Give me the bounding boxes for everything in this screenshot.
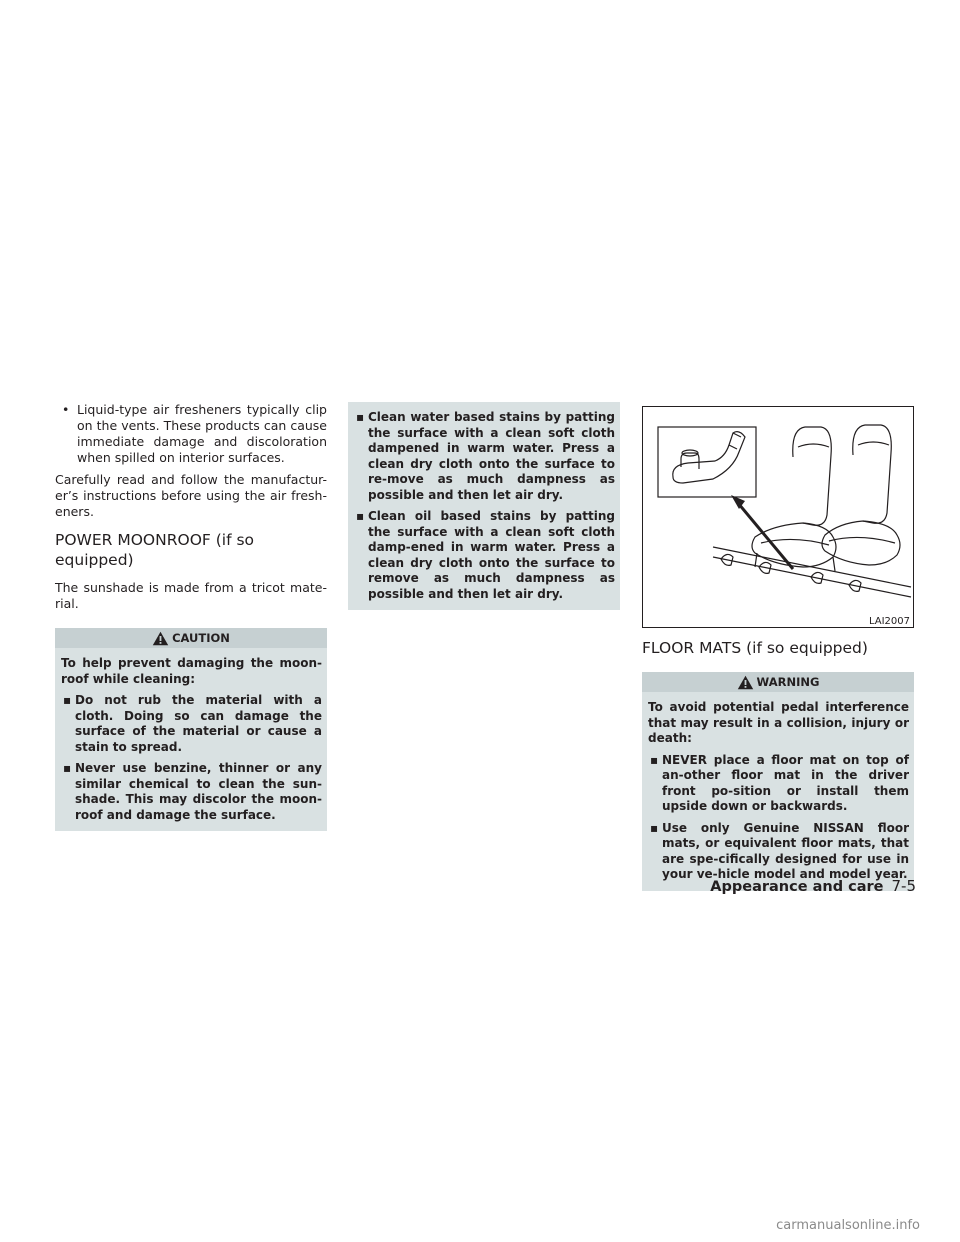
instructions-paragraph: Carefully read and follow the manufactur-er’s instructions before using the air fresh-eners. <box>55 472 327 519</box>
list-item <box>61 761 322 823</box>
column-left <box>55 402 327 831</box>
warning-label: WARNING <box>756 675 820 689</box>
caution-icon <box>152 631 169 646</box>
moonroof-heading-line2: equipped) <box>55 551 134 569</box>
stain-item-text: Clean water based stains by patting the surface with a clean soft cloth dampened in warm water. Press a clean dry cloth onto the surface to re-move as much dampness as possible and then let air dry. <box>368 410 615 502</box>
bullet-square-icon: ▪ <box>63 761 72 775</box>
warning-header <box>642 672 914 692</box>
section-title: Appearance and care <box>710 879 884 895</box>
caution-box <box>55 628 327 831</box>
caution-intro: To help prevent damaging the moon-roof while cleaning: <box>61 656 322 686</box>
caution-item-text: Never use benzine, thinner or any similar chemical to clean the sun-shade. This may discolor the moon-roof and damage the surface. <box>75 761 322 822</box>
caution-header <box>55 628 327 648</box>
caution-continued-box <box>348 402 620 610</box>
moonroof-heading <box>55 530 327 570</box>
bullet-square-icon: ▪ <box>650 820 659 835</box>
bullet-dot-icon: • <box>62 402 70 417</box>
list-item <box>354 410 615 503</box>
warning-item-text: Use only Genuine NISSAN floor mats, or equivalent floor mats, that are spe-cifically designed for use in your ve-hicle model and model year. <box>662 820 909 881</box>
sunshade-paragraph: The sunshade is made from a tricot mate-rial. <box>55 580 327 611</box>
caution-label: CAUTION <box>172 631 230 645</box>
bullet-square-icon: ▪ <box>650 752 659 767</box>
page-footer <box>710 877 916 895</box>
warning-intro: To avoid potential pedal interference that may result in a collision, injury or death: <box>648 700 909 745</box>
air-freshener-text: Liquid-type air fresheners typically clip on the vents. These products can cause immediate damage and discoloration when spilled on interior surfaces. <box>77 402 327 465</box>
list-item <box>648 753 909 815</box>
column-right <box>642 406 914 891</box>
watermark-text: carmanualsonline.info <box>776 1218 920 1233</box>
page-number: 7-5 <box>891 877 916 895</box>
seat-floor-mat-illustration <box>643 407 913 615</box>
bullet-square-icon: ▪ <box>356 509 365 523</box>
bullet-square-icon: ▪ <box>63 693 72 707</box>
floor-mat-figure <box>642 406 914 628</box>
list-item <box>354 509 615 602</box>
list-item <box>55 402 327 466</box>
figure-code: LAI2007 <box>868 616 910 627</box>
moonroof-heading-line1: POWER MOONROOF (if so <box>55 531 255 549</box>
list-item <box>61 693 322 755</box>
warning-box <box>642 672 914 891</box>
warning-icon <box>737 675 754 690</box>
warning-item-text: NEVER place a floor mat on top of an-other floor mat in the driver front po-sition or install them upside down or backwards. <box>662 752 909 813</box>
stain-item-text: Clean oil based stains by patting the surface with a clean soft cloth damp-ened in warm water. Press a clean dry cloth onto the surface to remove as much dampness as possible and then let air dry. <box>368 509 615 601</box>
column-middle <box>348 402 620 610</box>
bullet-square-icon: ▪ <box>356 410 365 424</box>
caution-item-text: Do not rub the material with a cloth. Doing so can damage the surface of the material or cause a stain to spread. <box>75 693 322 754</box>
list-item <box>648 821 909 883</box>
floor-mats-heading: FLOOR MATS (if so equipped) <box>642 639 868 657</box>
